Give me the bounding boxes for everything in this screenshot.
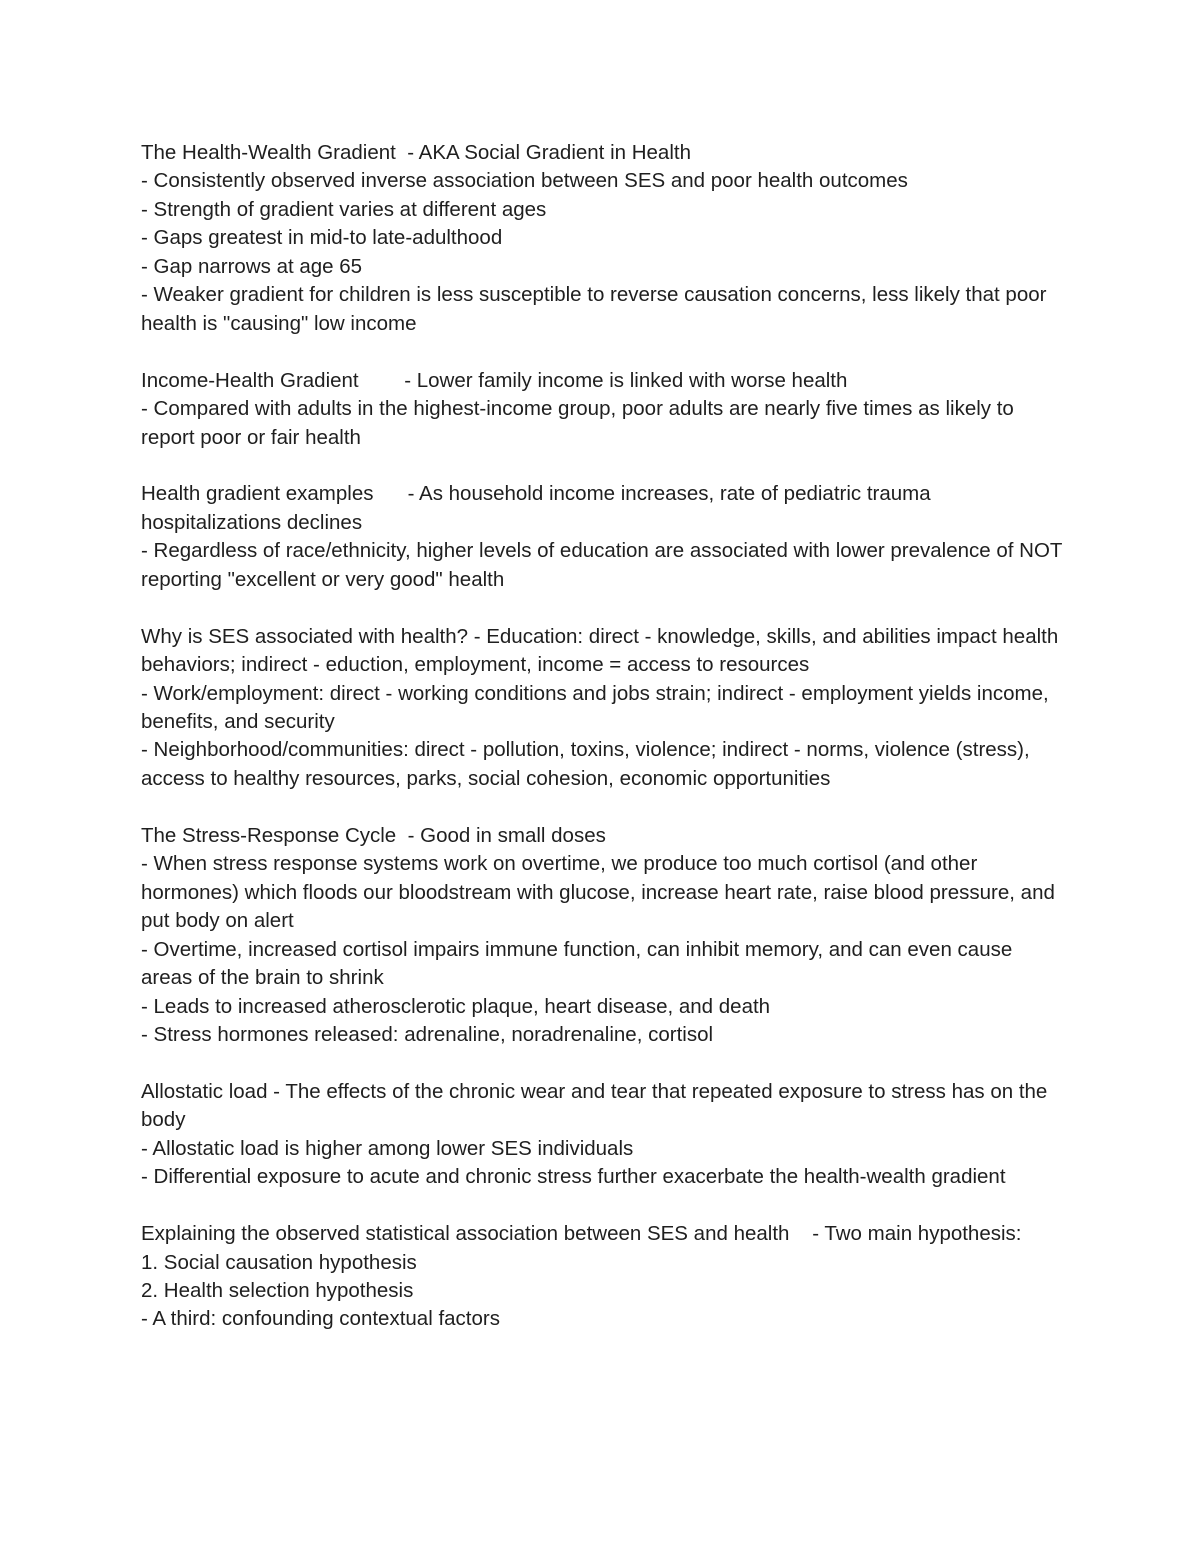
- bullet-line: - Compared with adults in the highest-income group, poor adults are nearly five times as likely to report poor or fair health: [141, 397, 1020, 449]
- section-heading: Explaining the observed statistical association between SES and health - Two main hypothesis:: [141, 1222, 1022, 1246]
- section-why-ses-associated: [141, 623, 1066, 794]
- section-heading: Health gradient examples - As household income increases, rate of pediatric trauma hospitalizations declines: [141, 482, 937, 534]
- document-body: [141, 139, 1066, 1362]
- bullet-line: - Neighborhood/communities: direct - pollution, toxins, violence; indirect - norms, violence (stress), access to healthy resources, parks, social cohesion, economic opportunities: [141, 738, 1036, 790]
- bullet-line: - Differential exposure to acute and chronic stress further exacerbate the health-wealth gradient: [141, 1165, 1006, 1189]
- bullet-line: - Work/employment: direct - working conditions and jobs strain; indirect - employment yields income, benefits, and security: [141, 681, 1055, 734]
- bullet-line: - Overtime, increased cortisol impairs immune function, can inhibit memory, and can even cause areas of the brain to shrink: [141, 937, 1018, 990]
- bullet-line: - Allostatic load is higher among lower SES individuals: [141, 1136, 634, 1160]
- section-heading: The Health-Wealth Gradient - AKA Social Gradient in Health: [141, 141, 691, 164]
- numbered-line: 2. Health selection hypothesis: [141, 1279, 414, 1303]
- bullet-line: - When stress response systems work on overtime, we produce too much cortisol (and other hormones) which floods our bloodstream with glucose, increase heart rate, raise blood pressure, and put body on alert: [141, 852, 1061, 933]
- bullet-line: - Regardless of race/ethnicity, higher levels of education are associated with lower prevalence of NOT reporting "excellent or very good" health: [141, 539, 1068, 591]
- bullet-line: - Stress hormones released: adrenaline, noradrenaline, cortisol: [141, 1022, 714, 1046]
- bullet-line: - Gaps greatest in mid-to late-adulthood: [141, 226, 503, 250]
- section-heading: Allostatic load - The effects of the chronic wear and tear that repeated exposure to stress has on the body: [141, 1079, 1054, 1132]
- section-heading: Why is SES associated with health? - Education: direct - knowledge, skills, and abilities impact health behaviors; indirect - eduction, employment, income = access to resources: [141, 624, 1064, 677]
- section-income-health-gradient: [141, 367, 1066, 452]
- bullet-line: - Leads to increased atherosclerotic plaque, heart disease, and death: [141, 994, 771, 1018]
- section-explaining-association: [141, 1220, 1066, 1334]
- bullet-line: - Consistently observed inverse association between SES and poor health outcomes: [141, 169, 908, 193]
- section-allostatic-load: [141, 1078, 1066, 1192]
- bullet-line: - Strength of gradient varies at different ages: [141, 197, 547, 221]
- bullet-line: - Gap narrows at age 65: [141, 254, 363, 278]
- section-health-wealth-gradient: [141, 139, 1066, 338]
- bullet-line: - Weaker gradient for children is less susceptible to reverse causation concerns, less likely that poor health is "causing" low income: [141, 283, 1053, 335]
- section-health-gradient-examples: [141, 480, 1066, 594]
- numbered-line: 1. Social causation hypothesis: [141, 1250, 417, 1274]
- section-heading: The Stress-Response Cycle - Good in small doses: [141, 823, 606, 847]
- section-heading: Income-Health Gradient - Lower family income is linked with worse health: [141, 368, 848, 392]
- bullet-line: - A third: confounding contextual factors: [141, 1307, 500, 1331]
- section-stress-response-cycle: [141, 822, 1066, 1050]
